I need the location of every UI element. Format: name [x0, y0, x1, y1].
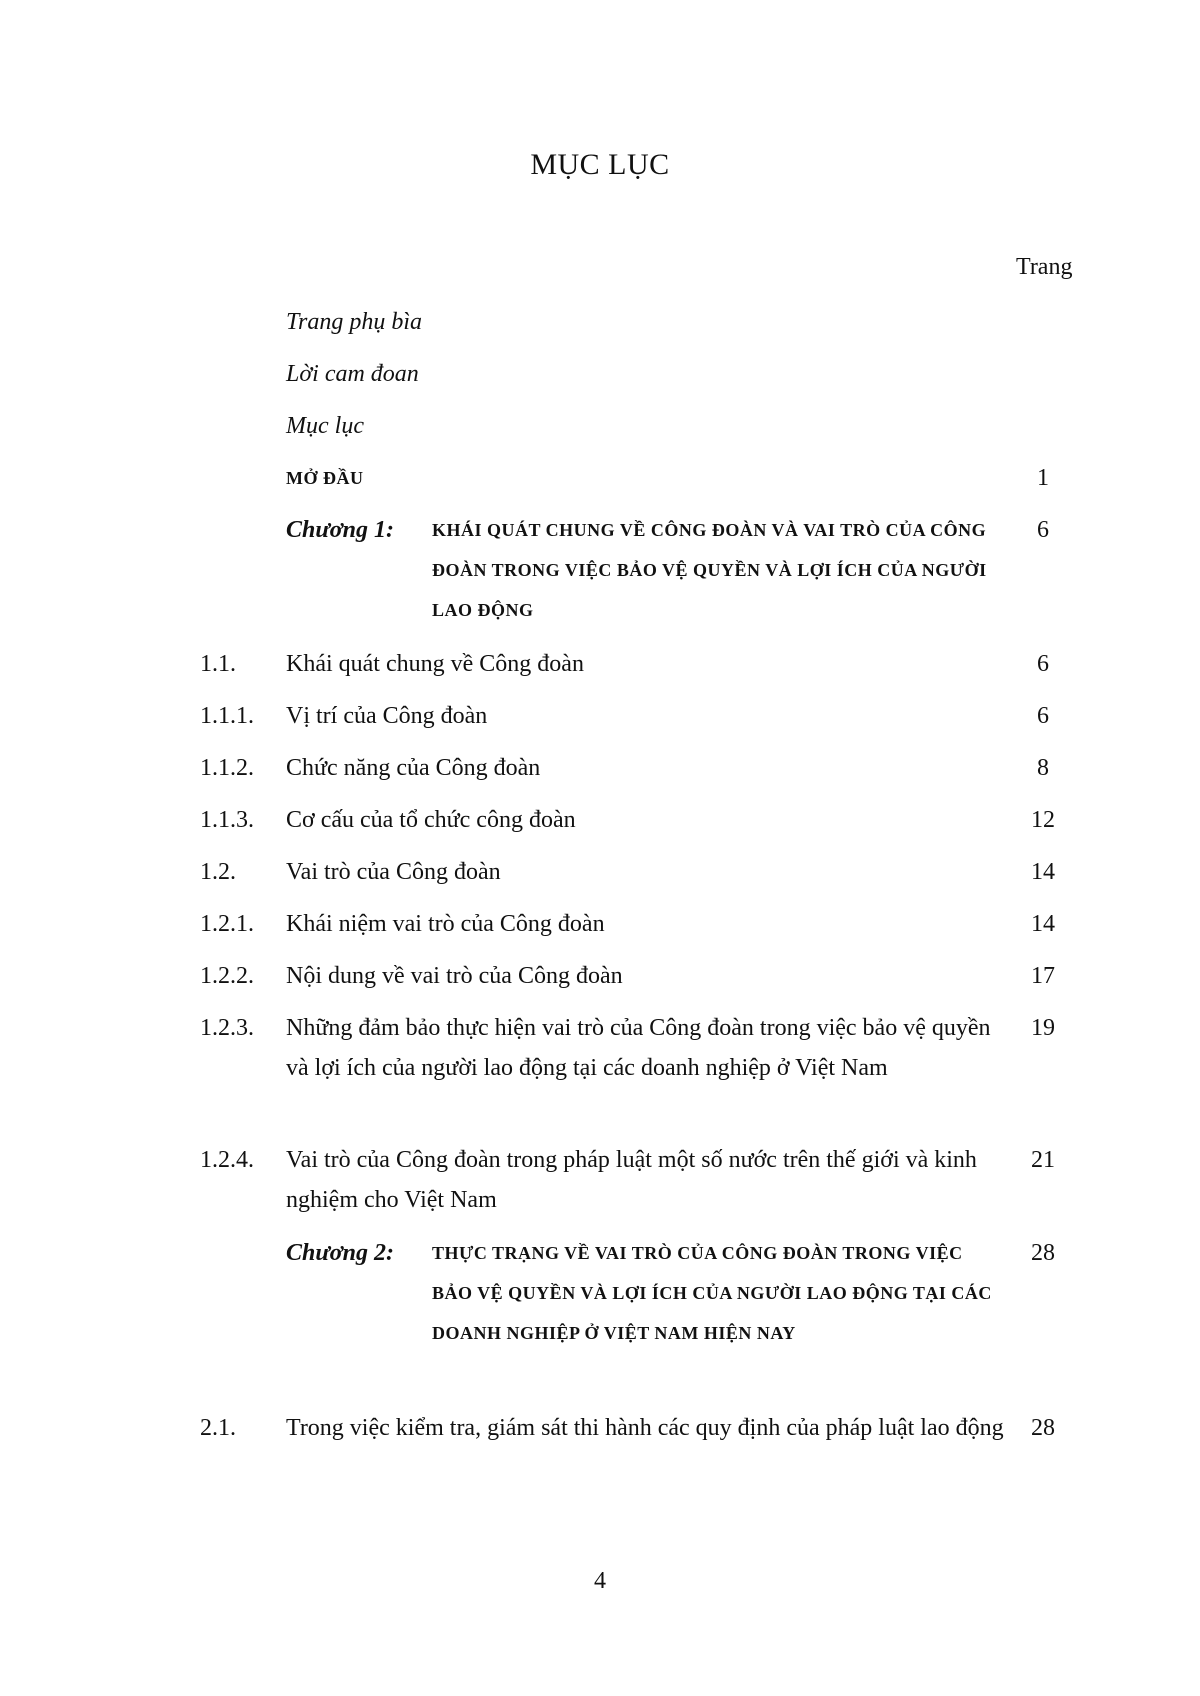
- toc-entry-number: 1.2.1.: [200, 911, 254, 937]
- chapter-label: Chương 2:: [286, 1240, 394, 1266]
- page-column-header: Trang: [1016, 254, 1073, 280]
- toc-entry-text: Cơ cấu của tổ chức công đoàn: [286, 807, 576, 833]
- toc-entry-text: Mục lục: [286, 413, 364, 439]
- toc-entry-text: Lời cam đoan: [286, 361, 419, 387]
- toc-chapter-2: [0, 1233, 1200, 1401]
- toc-entry-text: Vai trò của Công đoàn: [286, 859, 501, 885]
- toc-entry-number: 1.1.2.: [200, 755, 254, 781]
- toc-entry-number: 1.2.3.: [200, 1015, 254, 1041]
- toc-entry-text: Trang phụ bìa: [286, 309, 423, 335]
- toc-entry-text: Khái niệm vai trò của Công đoàn: [286, 911, 605, 937]
- toc-entry-text: Vị trí của Công đoàn: [286, 703, 488, 729]
- toc-page-number: 6: [1037, 703, 1049, 729]
- toc-entry-text: Chức năng của Công đoàn: [286, 755, 541, 781]
- toc-entry-number: 1.2.: [200, 859, 236, 885]
- toc-page-number: 14: [1031, 911, 1055, 937]
- toc-page-number: 28: [1031, 1415, 1055, 1441]
- toc-page-number: 19: [1031, 1015, 1055, 1041]
- toc-entry-text: Nội dung về vai trò của Công đoàn: [286, 963, 623, 989]
- toc-entry-number: 1.2.2.: [200, 963, 254, 989]
- toc-entry-number: 1.1.1.: [200, 703, 254, 729]
- chapter-title: KHÁI QUÁT CHUNG VỀ CÔNG ĐOÀN VÀ VAI TRÒ CỦA CÔNG ĐOÀN TRONG VIỆC BẢO VỆ QUYỀN VÀ LỢI ÍCH CỦA NGƯỜI LAO ĐỘNG: [432, 520, 987, 620]
- toc-page-number: 28: [1031, 1240, 1055, 1266]
- page-title: MỤC LỤC: [530, 148, 670, 181]
- toc-entry-text: Vai trò của Công đoàn trong pháp luật một số nước trên thế giới và kinh nghiệm cho Việt Nam: [286, 1147, 977, 1213]
- toc-page-number: 6: [1037, 651, 1049, 677]
- chapter-title: THỰC TRẠNG VỀ VAI TRÒ CỦA CÔNG ĐOÀN TRONG VIỆC BẢO VỆ QUYỀN VÀ LỢI ÍCH CỦA NGƯỜI LAO ĐỘNG TẠI CÁC DOANH NGHIỆP Ở VIỆT NAM HIỆN NAY: [432, 1243, 992, 1343]
- toc-entry-text: MỞ ĐẦU: [286, 468, 364, 488]
- toc-page-number: 14: [1031, 859, 1055, 885]
- toc-chapter-1: [0, 510, 1200, 636]
- toc-page-number: 12: [1031, 807, 1055, 833]
- chapter-label: Chương 1:: [286, 517, 394, 543]
- toc-entry-text: Trong việc kiểm tra, giám sát thi hành các quy định của pháp luật lao động: [286, 1415, 1004, 1441]
- toc-page-number: 17: [1031, 963, 1055, 989]
- toc-entry-text: Khái quát chung về Công đoàn: [286, 651, 584, 677]
- toc-entry-number: 1.1.: [200, 651, 236, 677]
- toc-entry-text: Những đảm bảo thực hiện vai trò của Công đoàn trong việc bảo vệ quyền và lợi ích của người lao động tại các doanh nghiệp ở Việt Nam: [286, 1015, 991, 1081]
- toc-page-number: 1: [1037, 465, 1049, 491]
- toc-page-number: 6: [1037, 517, 1049, 543]
- toc-page-number: 21: [1031, 1147, 1055, 1173]
- toc-entry-number: 2.1.: [200, 1415, 236, 1441]
- toc-entry-number: 1.2.4.: [200, 1147, 254, 1173]
- toc-page-number: 8: [1037, 755, 1049, 781]
- toc-entry-number: 1.1.3.: [200, 807, 254, 833]
- page-number: 4: [594, 1568, 606, 1594]
